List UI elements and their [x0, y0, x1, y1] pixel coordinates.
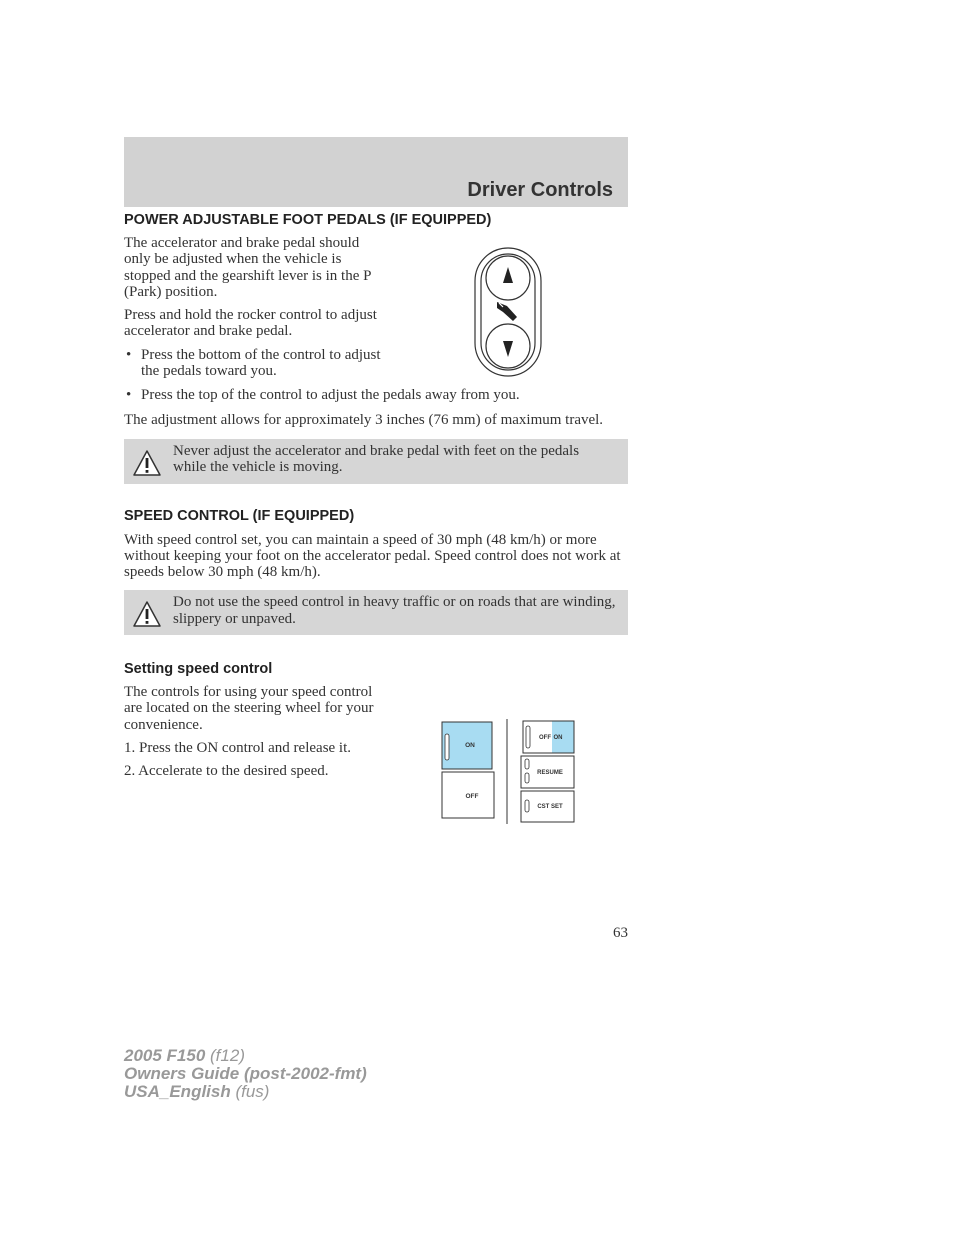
warning-box-speed: [124, 590, 628, 635]
left-off-label: OFF: [465, 793, 479, 800]
section-heading-speed: SPEED CONTROL (IF EQUIPPED): [124, 507, 355, 524]
cst-set-label: CST SET: [537, 804, 563, 810]
right-on-label: ON: [553, 735, 563, 741]
pedals-para-3: The adjustment allows for approximately 3 inches (76 mm) of maximum travel.: [124, 411, 604, 428]
pedals-para-2: Press and hold the rocker control to adjust accelerator and brake pedal.: [124, 307, 377, 340]
resume-label: RESUME: [537, 770, 563, 776]
left-on-label: ON: [465, 742, 475, 749]
page-content: [124, 212, 628, 780]
pedals-bullet-1: • Press the bottom of the control to adjust the pedals toward you.: [124, 347, 396, 380]
page-number: 63: [613, 925, 628, 941]
warning-triangle-icon: [132, 600, 162, 628]
setting-step-2: 2. Accelerate to the desired speed.: [124, 763, 329, 780]
warning-triangle-icon: [132, 449, 162, 477]
footer-line-2: Owners Guide (post-2002-fmt): [124, 1064, 367, 1083]
speed-para-1: With speed control set, you can maintain a speed of 30 mph (48 km/h) or more without keeping your foot on the accelerator pedal. Speed control does not work at speeds below 30 mph (48 km/h).: [124, 531, 621, 581]
subsection-heading-setting: Setting speed control: [124, 661, 273, 678]
right-off-label: OFF: [539, 735, 551, 741]
footer-line-3: USA_English (fus): [124, 1082, 270, 1101]
pedals-para-1: The accelerator and brake pedal should only be adjusted when the vehicle is stopped and the gearshift lever is in the P (Park) position.: [124, 235, 371, 300]
setting-para-1: The controls for using your speed control are located on the steering wheel for your convenience.: [124, 684, 374, 733]
footer-line-1: 2005 F150 (f12): [124, 1046, 245, 1065]
header-band: [124, 137, 628, 207]
chapter-title: Driver Controls: [467, 179, 613, 201]
pedals-bullet-2: • Press the top of the control to adjust the pedals away from you.: [124, 387, 628, 403]
document-footer: [124, 1047, 367, 1101]
warning-box-pedals: [124, 439, 628, 484]
section-heading-pedals: POWER ADJUSTABLE FOOT PEDALS (IF EQUIPPED): [124, 212, 492, 228]
setting-step-1: 1. Press the ON control and release it.: [124, 739, 352, 756]
warning-text-pedals: Never adjust the accelerator and brake pedal with feet on the pedals while the vehicle is moving.: [173, 442, 580, 476]
warning-text-speed: Do not use the speed control in heavy traffic or on roads that are winding, slippery or unpaved.: [173, 594, 616, 627]
